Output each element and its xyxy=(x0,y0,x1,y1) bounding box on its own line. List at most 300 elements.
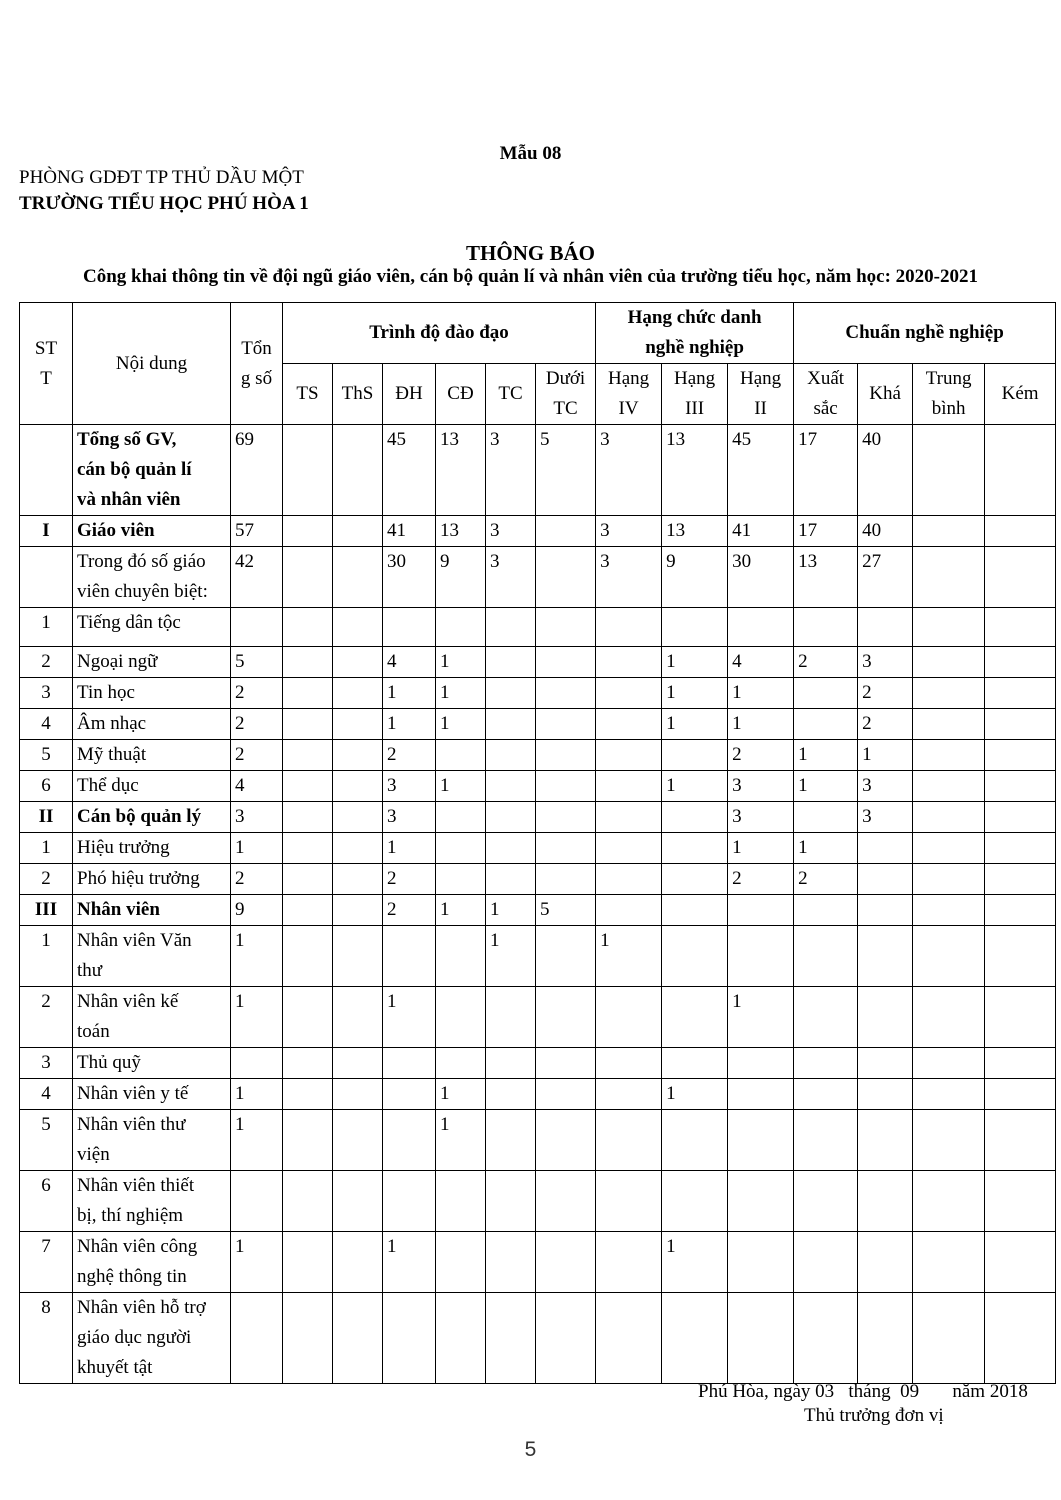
table-cell: 1 xyxy=(231,833,283,864)
table-cell xyxy=(596,1110,662,1171)
table-cell xyxy=(985,833,1056,864)
table-cell: 1 xyxy=(436,771,486,802)
row-label: Tin học xyxy=(73,678,231,709)
table-cell xyxy=(858,926,913,987)
table-cell xyxy=(596,833,662,864)
table-cell xyxy=(596,987,662,1048)
header-hang-iii: Hạng III xyxy=(662,364,728,425)
table-cell xyxy=(536,516,596,547)
table-cell: 40 xyxy=(858,516,913,547)
table-cell: 9 xyxy=(231,895,283,926)
table-cell xyxy=(436,926,486,987)
table-cell xyxy=(283,709,333,740)
table-cell xyxy=(662,987,728,1048)
table-cell: 1 xyxy=(231,1110,283,1171)
header-stt xyxy=(20,303,73,425)
table-cell xyxy=(913,926,985,987)
table-cell xyxy=(283,926,333,987)
row-label: Nhân viên hỗ trợ giáo dục người khuyết tật xyxy=(73,1293,231,1384)
table-cell xyxy=(383,608,436,647)
row-label: Ngoại ngữ xyxy=(73,647,231,678)
table-cell xyxy=(333,516,383,547)
table-cell xyxy=(333,895,383,926)
table-cell: 3 xyxy=(486,547,536,608)
table-cell xyxy=(913,864,985,895)
table-cell xyxy=(985,895,1056,926)
table-cell: 41 xyxy=(383,516,436,547)
table-row xyxy=(20,1171,1056,1232)
table-cell xyxy=(728,895,794,926)
table-cell xyxy=(283,547,333,608)
row-stt: 3 xyxy=(20,678,73,709)
table-cell xyxy=(858,1110,913,1171)
header-training xyxy=(283,303,596,364)
table-cell xyxy=(231,1293,283,1384)
table-cell: 2 xyxy=(858,709,913,740)
table-cell xyxy=(985,1293,1056,1384)
table-cell: 3 xyxy=(858,802,913,833)
table-cell xyxy=(596,608,662,647)
table-cell xyxy=(728,1048,794,1079)
table-cell xyxy=(596,647,662,678)
table-cell xyxy=(536,1079,596,1110)
table-cell xyxy=(662,926,728,987)
table-cell: 1 xyxy=(383,1232,436,1293)
table-cell: 1 xyxy=(383,678,436,709)
table-cell xyxy=(283,1110,333,1171)
table-cell xyxy=(486,1079,536,1110)
table-cell: 1 xyxy=(383,987,436,1048)
header-row-1 xyxy=(20,303,1056,364)
document-subtitle: Công khai thông tin về đội ngũ giáo viên, cán bộ quản lí và nhân viên của trường tiểu học, năm học: 2020-2021 xyxy=(82,266,978,287)
table-cell xyxy=(383,1079,436,1110)
header-tc: TC xyxy=(486,364,536,425)
table-cell xyxy=(662,608,728,647)
table-cell: 3 xyxy=(383,802,436,833)
table-cell: 69 xyxy=(231,425,283,516)
table-cell xyxy=(662,1110,728,1171)
table-cell xyxy=(536,608,596,647)
table-cell xyxy=(913,1293,985,1384)
header-ts: TS xyxy=(283,364,333,425)
header-training-text: Trình độ đào đạo xyxy=(369,322,509,343)
table-cell xyxy=(913,1110,985,1171)
table-cell xyxy=(662,833,728,864)
table-row xyxy=(20,425,1056,516)
table-cell xyxy=(383,1293,436,1384)
header-stt-text: ST T xyxy=(34,337,58,389)
table-row xyxy=(20,1110,1056,1171)
table-cell xyxy=(985,802,1056,833)
table-cell xyxy=(662,740,728,771)
table-cell xyxy=(596,802,662,833)
table-cell xyxy=(596,678,662,709)
table-cell xyxy=(913,516,985,547)
table-cell: 3 xyxy=(728,802,794,833)
table-cell: 3 xyxy=(728,771,794,802)
table-cell xyxy=(913,647,985,678)
table-cell xyxy=(436,1293,486,1384)
header-standard xyxy=(794,303,1056,364)
table-cell xyxy=(536,678,596,709)
table-cell xyxy=(794,1110,858,1171)
table-cell xyxy=(858,1048,913,1079)
table-cell xyxy=(596,709,662,740)
row-label: Giáo viên xyxy=(73,516,231,547)
table-cell xyxy=(536,1293,596,1384)
table-cell xyxy=(728,608,794,647)
table-cell xyxy=(662,802,728,833)
document-title: THÔNG BÁO xyxy=(466,241,595,265)
table-cell xyxy=(858,608,913,647)
table-cell xyxy=(333,647,383,678)
table-cell: 3 xyxy=(383,771,436,802)
table-cell xyxy=(283,895,333,926)
table-cell xyxy=(596,864,662,895)
row-stt: 8 xyxy=(20,1293,73,1384)
table-cell: 1 xyxy=(662,771,728,802)
row-stt: 5 xyxy=(20,1110,73,1171)
table-cell: 1 xyxy=(231,1232,283,1293)
table-cell: 5 xyxy=(536,425,596,516)
table-cell xyxy=(486,1110,536,1171)
table-cell xyxy=(333,608,383,647)
table-cell xyxy=(436,1171,486,1232)
table-cell: 17 xyxy=(794,425,858,516)
row-stt xyxy=(20,547,73,608)
table-cell: 2 xyxy=(231,864,283,895)
table-cell xyxy=(333,740,383,771)
table-cell xyxy=(728,1293,794,1384)
table-cell xyxy=(662,1171,728,1232)
table-cell xyxy=(436,1048,486,1079)
table-cell xyxy=(985,1048,1056,1079)
table-cell xyxy=(486,678,536,709)
table-cell xyxy=(662,864,728,895)
row-label: Mỹ thuật xyxy=(73,740,231,771)
table-cell xyxy=(728,1079,794,1110)
table-cell xyxy=(794,895,858,926)
table-cell: 1 xyxy=(794,771,858,802)
table-row xyxy=(20,1079,1056,1110)
row-stt: 2 xyxy=(20,864,73,895)
table-cell xyxy=(283,771,333,802)
table-cell: 1 xyxy=(436,1079,486,1110)
table-cell: 13 xyxy=(662,516,728,547)
table-cell xyxy=(536,1232,596,1293)
table-cell xyxy=(985,1110,1056,1171)
table-cell: 1 xyxy=(486,926,536,987)
table-cell xyxy=(231,1048,283,1079)
table-cell xyxy=(913,1079,985,1110)
table-cell xyxy=(536,1110,596,1171)
table-cell: 30 xyxy=(383,547,436,608)
table-cell xyxy=(283,987,333,1048)
table-cell xyxy=(333,678,383,709)
table-row xyxy=(20,647,1056,678)
header-rank xyxy=(596,303,794,364)
table-cell xyxy=(536,987,596,1048)
table-cell: 2 xyxy=(794,647,858,678)
table-cell xyxy=(985,1079,1056,1110)
table-row xyxy=(20,864,1056,895)
table-cell: 1 xyxy=(436,709,486,740)
table-cell: 17 xyxy=(794,516,858,547)
table-cell: 2 xyxy=(383,740,436,771)
table-cell xyxy=(596,1171,662,1232)
table-cell xyxy=(283,608,333,647)
table-cell xyxy=(985,864,1056,895)
row-stt: 2 xyxy=(20,987,73,1048)
table-cell xyxy=(913,547,985,608)
table-cell: 1 xyxy=(662,678,728,709)
table-cell xyxy=(794,1048,858,1079)
table-cell xyxy=(333,709,383,740)
row-stt: 5 xyxy=(20,740,73,771)
staff-table-body xyxy=(20,425,1056,1384)
table-cell xyxy=(383,926,436,987)
table-cell xyxy=(283,740,333,771)
table-row xyxy=(20,987,1056,1048)
table-cell xyxy=(436,833,486,864)
table-cell xyxy=(333,1079,383,1110)
table-cell: 1 xyxy=(662,1232,728,1293)
header-kha: Khá xyxy=(858,364,913,425)
header-standard-text: Chuẩn nghề nghiệp xyxy=(845,322,1004,343)
table-cell xyxy=(596,1293,662,1384)
table-cell xyxy=(283,1048,333,1079)
table-cell: 1 xyxy=(794,740,858,771)
table-cell xyxy=(486,1048,536,1079)
table-cell xyxy=(596,1232,662,1293)
table-cell: 3 xyxy=(596,516,662,547)
table-row xyxy=(20,608,1056,647)
table-cell xyxy=(486,647,536,678)
table-cell: 41 xyxy=(728,516,794,547)
table-cell xyxy=(436,740,486,771)
table-cell xyxy=(913,425,985,516)
table-cell xyxy=(536,647,596,678)
table-cell xyxy=(913,895,985,926)
table-cell xyxy=(283,864,333,895)
table-cell xyxy=(333,864,383,895)
row-stt: III xyxy=(20,895,73,926)
table-cell xyxy=(436,1232,486,1293)
table-cell xyxy=(985,547,1056,608)
table-cell: 3 xyxy=(858,647,913,678)
row-stt: II xyxy=(20,802,73,833)
table-cell xyxy=(794,1232,858,1293)
row-stt: 1 xyxy=(20,833,73,864)
table-cell: 9 xyxy=(662,547,728,608)
table-cell: 3 xyxy=(486,516,536,547)
table-cell xyxy=(383,1171,436,1232)
table-cell xyxy=(333,1232,383,1293)
table-cell xyxy=(985,678,1056,709)
table-cell: 1 xyxy=(728,987,794,1048)
table-cell: 2 xyxy=(231,709,283,740)
place-date: Phú Hòa, ngày 03 tháng 09 năm 2018 xyxy=(698,1381,1028,1402)
table-cell xyxy=(333,547,383,608)
table-cell: 2 xyxy=(728,864,794,895)
table-cell xyxy=(536,740,596,771)
table-cell xyxy=(913,1048,985,1079)
table-cell: 4 xyxy=(383,647,436,678)
header-cd: CĐ xyxy=(436,364,486,425)
table-cell: 30 xyxy=(728,547,794,608)
table-cell xyxy=(794,678,858,709)
table-cell xyxy=(333,833,383,864)
table-cell xyxy=(985,926,1056,987)
row-label: Âm nhạc xyxy=(73,709,231,740)
table-cell: 1 xyxy=(728,709,794,740)
table-cell xyxy=(536,547,596,608)
table-cell xyxy=(536,771,596,802)
table-cell: 1 xyxy=(596,926,662,987)
row-label: Thể dục xyxy=(73,771,231,802)
row-stt: 7 xyxy=(20,1232,73,1293)
table-cell xyxy=(794,1293,858,1384)
table-row xyxy=(20,833,1056,864)
table-cell xyxy=(662,1293,728,1384)
table-cell xyxy=(596,771,662,802)
row-label: Nhân viên xyxy=(73,895,231,926)
signer-title: Thủ trưởng đơn vị xyxy=(804,1405,944,1426)
table-cell xyxy=(913,802,985,833)
table-cell xyxy=(985,1232,1056,1293)
row-label: Nhân viên thiết bị, thí nghiệm xyxy=(73,1171,231,1232)
table-cell: 3 xyxy=(486,425,536,516)
table-cell: 1 xyxy=(436,895,486,926)
header-total xyxy=(231,303,283,425)
form-code: Mẫu 08 xyxy=(499,143,562,164)
table-cell: 1 xyxy=(383,833,436,864)
table-cell xyxy=(596,895,662,926)
table-cell: 1 xyxy=(662,709,728,740)
table-cell xyxy=(333,1293,383,1384)
header-trung-binh: Trung bình xyxy=(913,364,985,425)
table-cell xyxy=(596,1079,662,1110)
table-row xyxy=(20,1048,1056,1079)
table-cell: 5 xyxy=(231,647,283,678)
table-cell: 1 xyxy=(231,926,283,987)
row-stt: 1 xyxy=(20,926,73,987)
table-cell xyxy=(486,1171,536,1232)
header-ths: ThS xyxy=(333,364,383,425)
row-stt: 6 xyxy=(20,771,73,802)
table-cell: 42 xyxy=(231,547,283,608)
table-cell xyxy=(596,1048,662,1079)
table-cell xyxy=(858,1232,913,1293)
table-cell xyxy=(486,1293,536,1384)
table-cell: 1 xyxy=(383,709,436,740)
table-cell xyxy=(436,864,486,895)
table-cell xyxy=(486,987,536,1048)
table-cell xyxy=(794,608,858,647)
table-cell xyxy=(536,864,596,895)
table-cell xyxy=(486,740,536,771)
row-label: Tổng số GV, cán bộ quản lí và nhân viên xyxy=(73,425,231,516)
header-content xyxy=(73,303,231,425)
table-cell: 57 xyxy=(231,516,283,547)
row-label: Nhân viên thư viện xyxy=(73,1110,231,1171)
row-label: Nhân viên công nghệ thông tin xyxy=(73,1232,231,1293)
table-cell: 2 xyxy=(383,864,436,895)
table-cell: 3 xyxy=(596,547,662,608)
table-cell xyxy=(383,1048,436,1079)
table-cell: 4 xyxy=(231,771,283,802)
row-stt: 2 xyxy=(20,647,73,678)
table-cell xyxy=(985,647,1056,678)
table-cell: 1 xyxy=(728,833,794,864)
table-cell: 1 xyxy=(436,1110,486,1171)
table-cell xyxy=(794,926,858,987)
row-label: Hiệu trưởng xyxy=(73,833,231,864)
table-cell xyxy=(333,425,383,516)
table-cell: 13 xyxy=(436,516,486,547)
table-cell xyxy=(728,1110,794,1171)
table-cell: 1 xyxy=(486,895,536,926)
table-cell xyxy=(486,833,536,864)
header-hang-iv: Hạng IV xyxy=(596,364,662,425)
header-hang-ii: Hạng II xyxy=(728,364,794,425)
table-cell xyxy=(383,1110,436,1171)
table-cell: 4 xyxy=(728,647,794,678)
page-number: 5 xyxy=(524,1438,537,1461)
table-cell: 2 xyxy=(728,740,794,771)
row-stt: 3 xyxy=(20,1048,73,1079)
table-cell xyxy=(486,709,536,740)
table-cell xyxy=(913,678,985,709)
table-cell xyxy=(231,608,283,647)
table-cell: 2 xyxy=(858,678,913,709)
table-cell: 1 xyxy=(436,647,486,678)
table-cell xyxy=(536,833,596,864)
table-cell: 45 xyxy=(383,425,436,516)
table-cell: 45 xyxy=(728,425,794,516)
table-cell: 1 xyxy=(231,987,283,1048)
table-cell: 1 xyxy=(231,1079,283,1110)
row-stt xyxy=(20,425,73,516)
row-stt: 1 xyxy=(20,608,73,647)
table-cell xyxy=(728,1171,794,1232)
table-cell xyxy=(858,895,913,926)
table-cell xyxy=(283,1079,333,1110)
table-cell xyxy=(596,740,662,771)
table-cell xyxy=(858,987,913,1048)
row-stt: 6 xyxy=(20,1171,73,1232)
header-kem: Kém xyxy=(985,364,1056,425)
table-cell xyxy=(858,1171,913,1232)
table-row xyxy=(20,678,1056,709)
header-content-text: Nội dung xyxy=(115,352,188,374)
table-cell: 1 xyxy=(858,740,913,771)
table-row xyxy=(20,926,1056,987)
table-cell: 2 xyxy=(794,864,858,895)
table-row xyxy=(20,516,1056,547)
table-cell xyxy=(283,1232,333,1293)
table-cell xyxy=(794,1171,858,1232)
table-cell xyxy=(283,516,333,547)
table-cell xyxy=(794,709,858,740)
row-stt: 4 xyxy=(20,1079,73,1110)
table-cell: 3 xyxy=(231,802,283,833)
table-cell xyxy=(858,833,913,864)
table-row xyxy=(20,1293,1056,1384)
table-cell xyxy=(333,771,383,802)
row-label: Tiếng dân tộc xyxy=(73,608,231,647)
table-cell: 5 xyxy=(536,895,596,926)
